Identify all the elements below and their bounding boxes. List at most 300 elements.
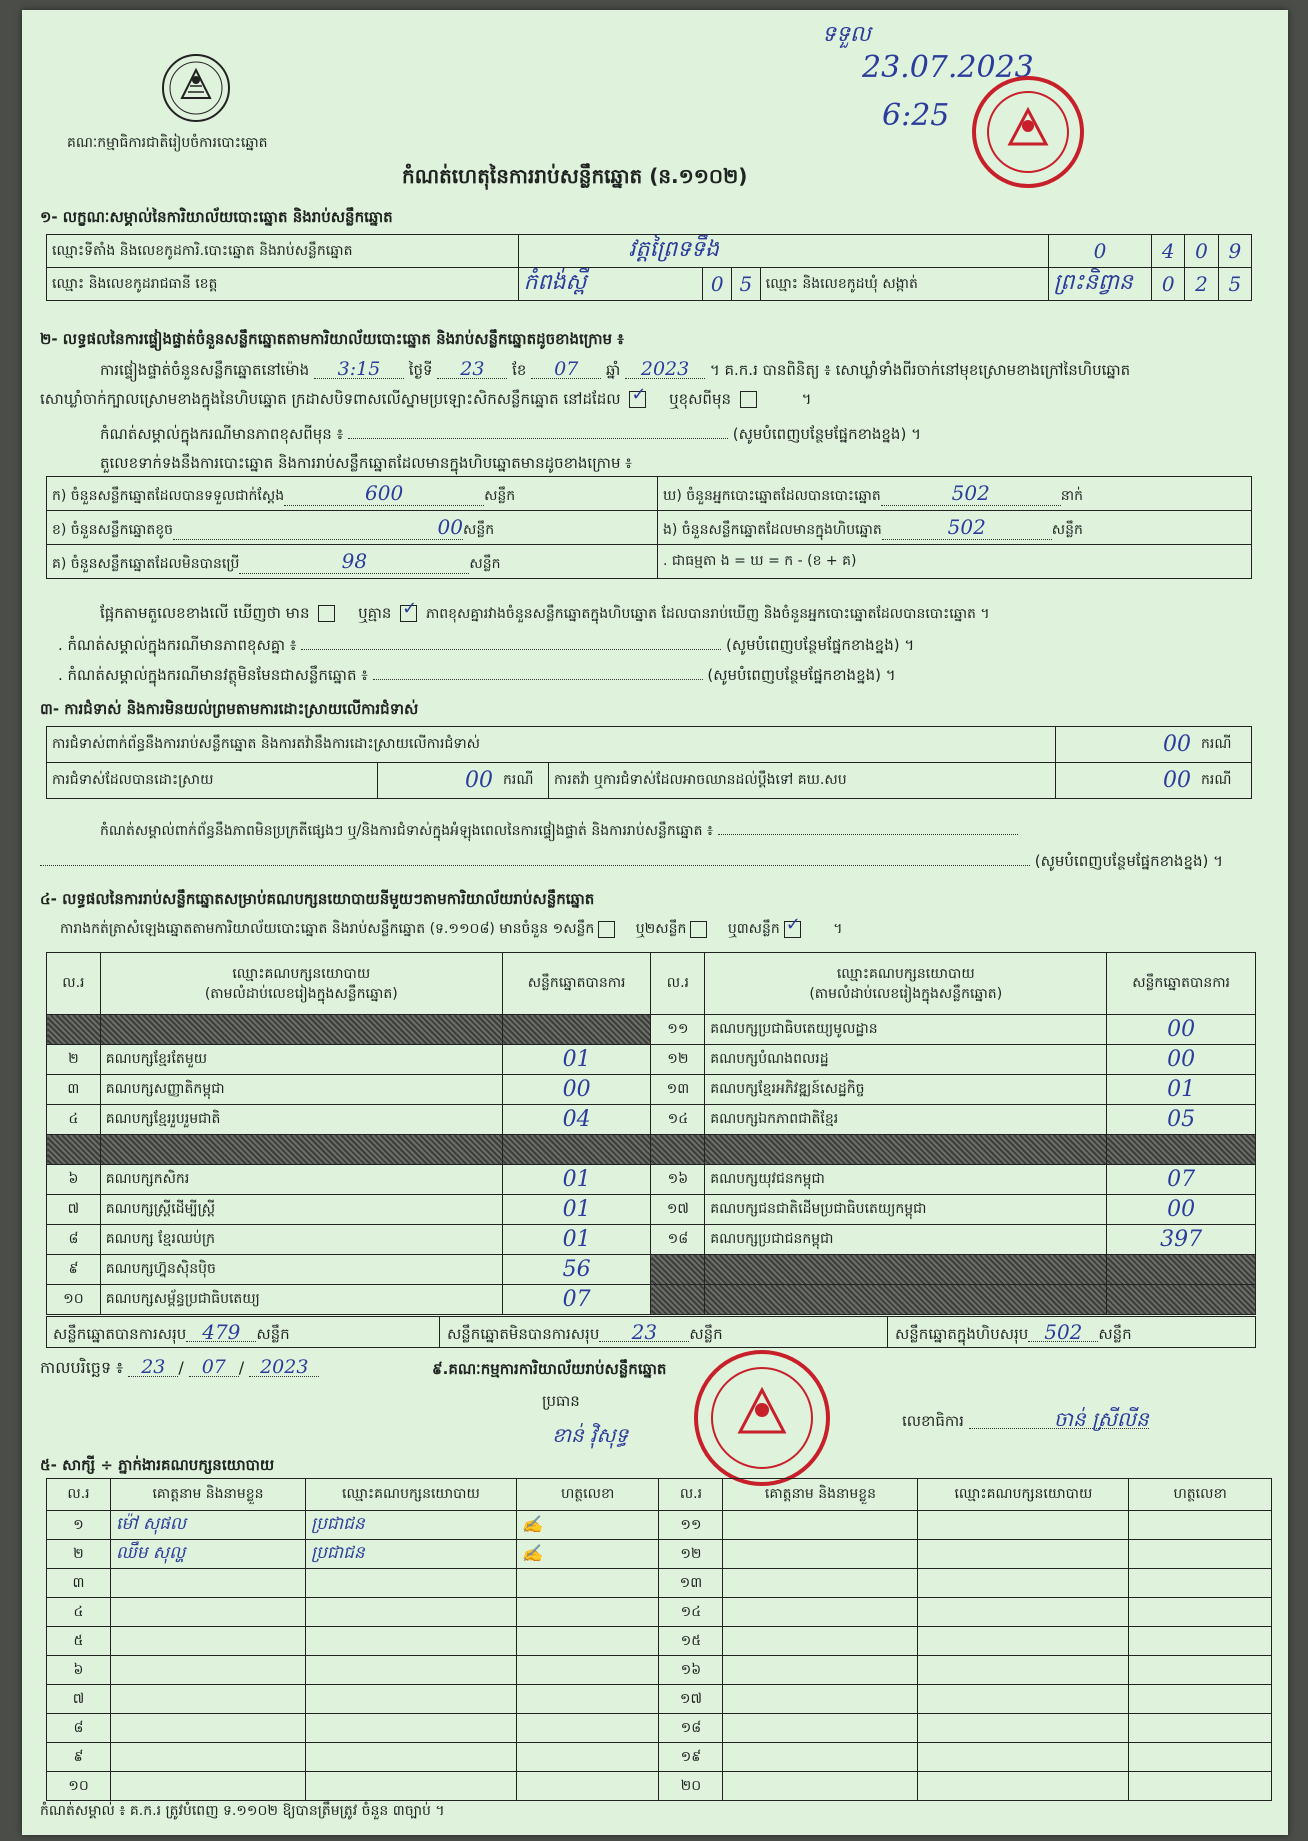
witness-no: ១៥ — [659, 1627, 723, 1656]
party-votes: 397 — [1107, 1225, 1256, 1255]
party-name: គណបក្សប្រជាជនកម្ពុជា — [705, 1225, 1107, 1255]
witness-party — [918, 1627, 1129, 1656]
witness-name: ឈឹម សុល្ហ — [110, 1540, 305, 1569]
witness-no: ៦ — [47, 1656, 111, 1685]
sheets-end: ។ — [833, 921, 843, 937]
party-name-shaded — [705, 1255, 1107, 1285]
box-ballots-value: 502 — [882, 515, 1052, 540]
irregularity-note — [100, 822, 1018, 840]
witness-party — [918, 1743, 1129, 1772]
party-name: គណបក្សខ្មែររួបរួមជាតិ — [100, 1105, 502, 1135]
witness-party — [918, 1656, 1129, 1685]
col-name-header: គោត្តនាម និងនាមខ្លួន — [110, 1479, 305, 1511]
party-votes: 07 — [502, 1285, 651, 1315]
witness-table — [46, 1478, 1272, 1801]
witness-no: ៥ — [47, 1627, 111, 1656]
invalid-total-label: សន្លឹកឆ្នោតមិនបានការសរុប — [447, 1325, 600, 1343]
party-no-shaded — [651, 1255, 705, 1285]
col-no-header: ល.រ — [651, 953, 705, 1015]
box-total-value: 502 — [1028, 1323, 1098, 1342]
appeal-value: 00 — [1163, 768, 1191, 793]
received-ballots-label: ក) ចំនួនសន្លឹកឆ្នោតដែលបានទទួលជាក់ស្តែង — [52, 487, 285, 504]
invalid-note-line — [58, 666, 896, 684]
witness-name — [723, 1656, 918, 1685]
witness-no: ១ — [47, 1511, 111, 1540]
party-no: ១៨ — [651, 1225, 705, 1255]
col-party-title: ឈ្មោះគណបក្សនយោបាយ — [232, 965, 371, 982]
verify-year-label: ឆ្នាំ — [605, 361, 621, 379]
witness-signature — [516, 1714, 659, 1743]
party-no: ៩ — [47, 1255, 101, 1285]
witness-name: ម៉ៅ សុផល — [110, 1511, 305, 1540]
changed-label: ឬខុសពីមុន — [669, 390, 731, 408]
party-no-shaded — [651, 1135, 705, 1165]
witness-no: ១២ — [659, 1540, 723, 1569]
location-code-digit: 4 — [1152, 235, 1185, 268]
witness-no: ១៧ — [659, 1685, 723, 1714]
table-row — [47, 1285, 1256, 1315]
section5-heading: ៥- សាក្សី ÷ ភ្នាក់ងារគណបក្សនយោបាយ — [40, 1456, 275, 1474]
unit-label: ករណី — [498, 763, 549, 799]
party-name: គណបក្សយុវជនកម្ពុជា — [705, 1165, 1107, 1195]
table-row — [47, 1540, 1272, 1569]
party-no: ១២ — [651, 1045, 705, 1075]
unit-label: សន្លឹក — [689, 1325, 723, 1343]
witness-name — [723, 1685, 918, 1714]
commune-label: ឈ្មោះ និងលេខកូដឃុំ សង្កាត់ — [760, 268, 1048, 301]
commune-name: ព្រះនិព្វាន — [1048, 268, 1151, 301]
table-row — [47, 1743, 1272, 1772]
verify-day-label: ថ្ងៃទី — [408, 361, 433, 379]
table-row — [47, 1015, 1256, 1045]
witness-signature — [516, 1569, 659, 1598]
voters-unit: នាក់ — [1060, 487, 1083, 504]
witness-name — [110, 1569, 305, 1598]
objections-value: 00 — [1163, 732, 1191, 757]
chair-label: ប្រធាន — [542, 1392, 580, 1410]
witness-signature — [1129, 1569, 1272, 1598]
org-name: គណៈកម្មាធិការជាតិរៀបចំការបោះឆ្នោត — [67, 135, 268, 151]
witness-name — [723, 1540, 918, 1569]
witness-party — [306, 1627, 517, 1656]
date-label: កាលបរិច្ឆេទ ៖ — [40, 1358, 124, 1377]
party-votes: 05 — [1107, 1105, 1256, 1135]
party-name: គណបក្សជនជាតិដើមប្រជាធិបតេយ្យកម្ពុជា — [705, 1195, 1107, 1225]
col-party-subtitle: (តាមលំដាប់លេខរៀងក្នុងសន្លឹកឆ្នោត) — [204, 985, 398, 1002]
party-no-shaded — [651, 1285, 705, 1315]
party-name: គណបក្សកសិករ — [100, 1165, 502, 1195]
compare-line — [100, 604, 990, 623]
appeal-label: ការតវ៉ា ឬការជំទាស់ដែលអាចឈានដល់ប្តឹងទៅ គឃ.សប — [549, 763, 1056, 799]
unit-label: សន្លឹក — [1051, 521, 1083, 538]
one-sheet-checkbox[interactable] — [598, 921, 615, 938]
witness-name — [110, 1627, 305, 1656]
party-no: ២ — [47, 1045, 101, 1075]
col-votes-header: សន្លឹកឆ្នោតបានការ — [502, 953, 651, 1015]
witness-party — [918, 1511, 1129, 1540]
unit-label: សន្លឹក — [469, 555, 501, 572]
box-total-label: សន្លឹកឆ្នោតក្នុងហិបសរុប — [895, 1325, 1029, 1343]
objections-table — [46, 726, 1252, 799]
col-party-header: ឈ្មោះគណបក្សនយោបាយ — [918, 1479, 1129, 1511]
witness-signature — [1129, 1743, 1272, 1772]
two-sheet-checkbox[interactable] — [690, 921, 707, 938]
invalid-note-fill: (សូមបំពេញបន្ថែមផ្នែកខាងខ្នង) ។ — [707, 666, 896, 684]
witness-name — [723, 1714, 918, 1743]
received-time: 6:25 — [882, 98, 950, 133]
witness-signature: ✍ — [516, 1511, 659, 1540]
witness-name — [723, 1569, 918, 1598]
table-row — [47, 1511, 1272, 1540]
witness-party — [918, 1714, 1129, 1743]
official-stamp-top — [970, 74, 1086, 190]
witness-party — [306, 1569, 517, 1598]
commune-code-digit: 5 — [1218, 268, 1251, 301]
party-name: គណបក្សសញ្ញាតិកម្ពុជា — [100, 1075, 502, 1105]
table-row — [47, 1195, 1256, 1225]
party-no: ១៤ — [651, 1105, 705, 1135]
table-row — [47, 1627, 1272, 1656]
col-votes-header: សន្លឹកឆ្នោតបានការ — [1107, 953, 1256, 1015]
party-no: ៧ — [47, 1195, 101, 1225]
box-ballots-label: ង) ចំនួនសន្លឹកឆ្នោតដែលមានក្នុងហិបឆ្នោត — [663, 521, 882, 538]
witness-signature — [1129, 1627, 1272, 1656]
witness-signature — [516, 1743, 659, 1772]
party-votes: 04 — [502, 1105, 651, 1135]
col-sign-header: ហត្ថលេខា — [1129, 1479, 1272, 1511]
vote-figures-table — [46, 476, 1252, 579]
unit-label: ករណី — [1196, 763, 1252, 799]
sheets-line — [60, 920, 842, 938]
section1-heading: ១- លក្ខណៈសម្គាល់នៃការិយាល័យបោះឆ្នោត និងរាប់សន្លឹកឆ្នោត — [40, 208, 393, 226]
invalid-note-label: . កំណត់សម្គាល់ក្នុងករណីមានវត្ថុមិនមែនជាសន្លឹកឆ្នោត ៖ — [58, 666, 368, 684]
date-day: 23 — [128, 1358, 178, 1377]
witness-party — [918, 1569, 1129, 1598]
unused-ballots-value: 98 — [239, 549, 469, 574]
table-row — [47, 1598, 1272, 1627]
witness-party — [918, 1772, 1129, 1801]
witness-name — [110, 1656, 305, 1685]
results-table — [46, 952, 1256, 1315]
party-votes: 01 — [502, 1195, 651, 1225]
chair-signature: ខាន់ វ៉ិសុទ្ធ — [552, 1423, 629, 1447]
party-name-shaded — [705, 1285, 1107, 1315]
witness-party — [306, 1656, 517, 1685]
party-no: ៦ — [47, 1165, 101, 1195]
witness-name — [723, 1598, 918, 1627]
witness-no: ១៩ — [659, 1743, 723, 1772]
witness-party — [918, 1685, 1129, 1714]
table-row — [47, 1225, 1256, 1255]
witness-no: ៣ — [47, 1569, 111, 1598]
unit-label: ករណី — [1196, 727, 1252, 763]
date-year: 2023 — [249, 1358, 319, 1377]
compare-desc: ភាពខុសគ្នារវាងចំនួនសន្លឹកឆ្នោតក្នុងហិបឆ្នោត ដែលបានរាប់ឃើញ និងចំនួនអ្នកបោះឆ្នោតដែលបានបោះឆ្នោត ។ — [425, 606, 990, 622]
witness-signature — [516, 1772, 659, 1801]
party-name-shaded — [100, 1135, 502, 1165]
witness-party — [918, 1540, 1129, 1569]
witness-signature — [516, 1598, 659, 1627]
col-party-header — [100, 953, 502, 1015]
province-code-digit: 5 — [732, 268, 761, 301]
valid-total-label: សន្លឹកឆ្នោតបានការសរុប — [53, 1325, 187, 1343]
voters-label: ឃ) ចំនួនអ្នកបោះឆ្នោតដែលបានបោះឆ្នោត — [663, 487, 881, 504]
form-title: កំណត់ហេតុនៃការរាប់សន្លឹកឆ្នោត (ន.១១០២) — [402, 164, 748, 188]
verify-time-label: ការផ្ទៀងផ្ទាត់ចំនួនសន្លឹកឆ្នោតនៅម៉ោង — [100, 361, 310, 379]
table-row — [47, 1105, 1256, 1135]
secretary-label: លេខាធិការ — [902, 1412, 964, 1430]
footer-note: កំណត់សម្គាល់ ៖ គ.ក.រ ត្រូវបំពេញ ទ.១១០២ ឱ្យបានត្រឹមត្រូវ ចំនួន ៣ច្បាប់ ។ — [40, 1803, 445, 1819]
resolved-label: ការជំទាស់ដែលបានដោះស្រាយ — [47, 763, 378, 799]
irregularity-note-fill: (សូមបំពេញបន្ថែមផ្នែកខាងខ្នង) ។ — [1034, 852, 1224, 870]
election-form-page — [22, 10, 1288, 1835]
diff-note-fill: (សូមបំពេញបន្ថែមផ្នែកខាងខ្នង) ។ — [726, 636, 915, 654]
witness-party: ប្រជាជន — [306, 1511, 517, 1540]
table-row — [47, 1075, 1256, 1105]
difference-note-fill: (សូមបំពេញបន្ថែមផ្នែកខាងខ្នង) ។ — [732, 425, 921, 443]
location-code-digit: 9 — [1218, 235, 1251, 268]
witness-party — [306, 1772, 517, 1801]
has-difference-checkbox[interactable] — [318, 605, 335, 622]
witness-signature — [1129, 1540, 1272, 1569]
witness-no: ២ — [47, 1540, 111, 1569]
witness-name — [110, 1685, 305, 1714]
party-name: គណបក្សស្ត្រីដើម្បីស្ត្រី — [100, 1195, 502, 1225]
stamp-icon — [692, 1348, 832, 1488]
party-no: ៤ — [47, 1105, 101, 1135]
verify-day: 23 — [437, 360, 507, 379]
diff-note-line — [58, 636, 914, 654]
location-code-digit: 0 — [1185, 235, 1218, 268]
witness-name — [723, 1772, 918, 1801]
witness-name — [110, 1714, 305, 1743]
irregularity-note-fill-line — [40, 852, 1223, 870]
unit-label: សន្លឹក — [256, 1325, 290, 1343]
table-row — [47, 1714, 1272, 1743]
witness-name — [723, 1511, 918, 1540]
party-name: គណបក្សឯកភាពជាតិខ្មែរ — [705, 1105, 1107, 1135]
party-votes: 56 — [502, 1255, 651, 1285]
witness-signature — [1129, 1772, 1272, 1801]
objections-label: ការជំទាស់ពាក់ព័ន្ធនឹងការរាប់សន្លឹកឆ្នោត និងការតវ៉ានឹងការដោះស្រាយលើការជំទាស់ — [47, 727, 1056, 763]
changed-checkbox[interactable] — [740, 391, 757, 408]
unit-label: សន្លឹក — [463, 521, 495, 538]
witness-no: ១១ — [659, 1511, 723, 1540]
verification-line — [100, 360, 1130, 379]
verify-month: 07 — [531, 360, 601, 379]
totals-row — [46, 1316, 1256, 1348]
location-code-digit: 0 — [1048, 235, 1151, 268]
official-stamp-middle — [692, 1348, 832, 1488]
party-votes-shaded — [1107, 1285, 1256, 1315]
table-row — [47, 1135, 1256, 1165]
section2-heading: ២- លទ្ធផលនៃការផ្ទៀងផ្ទាត់ចំនួនសន្លឹកឆ្នោតតាមការិយាល័យបោះឆ្នោត និងរាប់សន្លឹកឆ្នោតដូចខាងក្រោម ៖ — [40, 330, 624, 348]
table-row — [47, 1656, 1272, 1685]
party-no-shaded — [47, 1015, 101, 1045]
unused-ballots-label: គ) ចំនួនសន្លឹកឆ្នោតដែលមិនបានប្រើ — [52, 555, 240, 572]
party-name: គណបក្សប្រជាធិបតេយ្យមូលដ្ឋាន — [705, 1015, 1107, 1045]
province-name: កំពង់ស្ពឺ — [518, 268, 703, 301]
received-note: ទទួល — [822, 22, 871, 47]
resolved-value: 00 — [465, 768, 493, 793]
witness-party — [306, 1685, 517, 1714]
table-row — [47, 1685, 1272, 1714]
verify-year: 2023 — [625, 360, 705, 379]
sheets-two-label: ឬ២សន្លឹក — [635, 921, 687, 937]
three-sheet-checkbox[interactable] — [784, 921, 801, 938]
section1-table — [46, 234, 1252, 301]
party-no: ១១ — [651, 1015, 705, 1045]
witness-name — [110, 1772, 305, 1801]
unchanged-checkbox[interactable] — [629, 391, 646, 408]
party-votes-shaded — [1107, 1135, 1256, 1165]
party-name: គណបក្សខ្មែរអភិវឌ្ឍន៍សេដ្ឋកិច្ច — [705, 1075, 1107, 1105]
received-ballots-value: 600 — [284, 481, 484, 506]
table-row — [47, 1165, 1256, 1195]
party-votes: 00 — [1107, 1195, 1256, 1225]
valid-total-value: 479 — [186, 1323, 256, 1342]
date-line: កាលបរិច្ឆេទ ៖ 23 / 07 / 2023 — [40, 1358, 319, 1377]
party-name: គណបក្សបំណងពលរដ្ឋ — [705, 1045, 1107, 1075]
party-votes: 00 — [1107, 1015, 1256, 1045]
witness-signature — [1129, 1511, 1272, 1540]
table-row — [47, 1772, 1272, 1801]
col-party-title: ឈ្មោះគណបក្សនយោបាយ — [836, 965, 975, 982]
witness-signature — [1129, 1598, 1272, 1627]
committee-label: ៩.គណៈកម្មការការិយាល័យរាប់សន្លឹកឆ្នោត — [432, 1360, 667, 1378]
party-name-shaded — [705, 1135, 1107, 1165]
location-name: វត្តព្រៃទទឹង — [518, 235, 1048, 268]
commune-code-digit: 2 — [1185, 268, 1218, 301]
witness-party — [306, 1598, 517, 1627]
witness-no: ៤ — [47, 1598, 111, 1627]
unit-label: សន្លឹក — [1098, 1325, 1132, 1343]
witness-no: ១៤ — [659, 1598, 723, 1627]
seal-check-text: សោឃ្លាំចាក់ក្បាលស្រោមខាងក្នុងនៃហិបឆ្នោត ក្រដាសបិទពាសលើស្នាមប្រឡោះសិកសន្លឹកឆ្នោត នៅដដែល — [40, 390, 621, 408]
secretary-line — [902, 1407, 1149, 1431]
date-month: 07 — [189, 1358, 239, 1377]
formula: . ជាធម្មតា ង = ឃ = ក - (ខ + គ) — [658, 545, 1252, 579]
col-sign-header: ហត្ថលេខា — [516, 1479, 659, 1511]
col-no-header: ល.រ — [659, 1479, 723, 1511]
section3-heading: ៣- ការជំទាស់ និងការមិនយល់ព្រមតាមការដោះស្រាយលើការជំទាស់ — [40, 700, 419, 718]
received-date: 23.07.2023 — [862, 50, 1034, 85]
province-label: ឈ្មោះ និងលេខកូដរាជធានី ខេត្ត — [47, 268, 519, 301]
province-code-digit: 0 — [703, 268, 732, 301]
party-no: ៣ — [47, 1075, 101, 1105]
party-votes-shaded — [502, 1015, 651, 1045]
col-party-header — [705, 953, 1107, 1015]
witness-signature — [516, 1656, 659, 1685]
witness-no: ២០ — [659, 1772, 723, 1801]
party-no: ១០ — [47, 1285, 101, 1315]
spoiled-ballots-label: ខ) ចំនួនសន្លឹកឆ្នោតខូច — [52, 521, 173, 538]
irregularity-note-label: កំណត់សម្គាល់ពាក់ព័ន្ធនឹងភាពមិនប្រក្រតីផ្សេងៗ ឬ/និងការជំទាស់ក្នុងអំឡុងពេលនៃការផ្ទៀងផ្ទាត់ និងការរាប់សន្លឹកឆ្នោត ៖ — [100, 823, 714, 839]
party-name: គណបក្សសម្ព័ន្ធប្រជាធិបតេយ្យ — [100, 1285, 502, 1315]
party-no: ៨ — [47, 1225, 101, 1255]
witness-signature: ✍ — [516, 1540, 659, 1569]
party-name: គណបក្សហ្វ៊ុនស៊ិនប៉ិច — [100, 1255, 502, 1285]
secretary-signature: ចាន់ ស្រីលីន — [969, 1410, 1149, 1429]
witness-name — [723, 1743, 918, 1772]
witness-no: ១០ — [47, 1772, 111, 1801]
party-no: ១៧ — [651, 1195, 705, 1225]
party-no: ១៣ — [651, 1075, 705, 1105]
location-label: ឈ្មោះទីតាំង និងលេខកូដការិ.បោះឆ្នោត និងរាប់សន្លឹកឆ្នោត — [47, 235, 519, 268]
party-name: គណបក្សខ្មែរតែមួយ — [100, 1045, 502, 1075]
unit-label: សន្លឹក — [484, 487, 516, 504]
figures-intro: តួលេខទាក់ទងនឹងការបោះឆ្នោត និងការរាប់សន្លឹកឆ្នោតដែលមានក្នុងហិបឆ្នោតមានដូចខាងក្រោម ៖ — [100, 454, 632, 472]
party-votes: 01 — [1107, 1075, 1256, 1105]
table-row — [47, 1045, 1256, 1075]
witness-no: ៩ — [47, 1743, 111, 1772]
verify-line-end: ។ គ.ក.រ បានពិនិត្យ ៖ សោឃ្លាំទាំងពីរចាក់នៅមុខស្រោមខាងក្រៅនៃហិបឆ្នោត — [709, 361, 1131, 379]
witness-no: ៧ — [47, 1685, 111, 1714]
witness-no: ១៣ — [659, 1569, 723, 1598]
commune-code-digit: 0 — [1152, 268, 1185, 301]
witness-name — [723, 1627, 918, 1656]
witness-signature — [1129, 1656, 1272, 1685]
seal-check-line: សោឃ្លាំចាក់ក្បាលស្រោមខាងក្នុងនៃហិបឆ្នោត ក្រដាសបិទពាសលើស្នាមប្រឡោះសិកសន្លឹកឆ្នោត នៅដដែល ✓ ឬខុសពីមុន ។ — [40, 390, 811, 408]
party-votes: 00 — [1107, 1045, 1256, 1075]
sheets-three-label: ឬ៣សន្លឹក — [727, 921, 780, 937]
witness-signature — [1129, 1714, 1272, 1743]
witness-signature — [516, 1627, 659, 1656]
witness-party — [918, 1598, 1129, 1627]
party-name-shaded — [100, 1015, 502, 1045]
verify-time: 3:15 — [314, 360, 404, 379]
witness-name — [110, 1743, 305, 1772]
col-party-subtitle: (តាមលំដាប់លេខរៀងក្នុងសន្លឹកឆ្នោត) — [809, 985, 1003, 1002]
party-votes: 07 — [1107, 1165, 1256, 1195]
voters-value: 502 — [881, 481, 1061, 506]
party-votes: 01 — [502, 1225, 651, 1255]
table-row — [47, 1569, 1272, 1598]
party-name: គណបក្ស ខ្មែរឈប់ក្រ — [100, 1225, 502, 1255]
witness-party: ប្រជាជន — [306, 1540, 517, 1569]
witness-party — [306, 1714, 517, 1743]
section4-heading: ៤- លទ្ធផលនៃការរាប់សន្លឹកឆ្នោតសម្រាប់គណបក្សនយោបាយនីមួយៗតាមការិយាល័យរាប់សន្លឹកឆ្នោត — [40, 890, 595, 908]
col-party-header: ឈ្មោះគណបក្សនយោបាយ — [306, 1479, 517, 1511]
col-name-header: គោត្តនាម និងនាមខ្លួន — [723, 1479, 918, 1511]
party-no-shaded — [47, 1135, 101, 1165]
sheets-one-label: ការាងកត់ត្រាសំឡេងឆ្នោតតាមការិយាល័យបោះឆ្នោត និងរាប់សន្លឹកឆ្នោត (ទ.១១០៨) មានចំនួន ១សន្លឹក — [60, 921, 595, 937]
col-no-header: ល.រ — [47, 1479, 111, 1511]
witness-name — [110, 1598, 305, 1627]
stamp-icon — [970, 74, 1086, 190]
party-votes: 00 — [502, 1075, 651, 1105]
diff-note-label: . កំណត់សម្គាល់ក្នុងករណីមានភាពខុសគ្នា ៖ — [58, 636, 297, 654]
witness-no: ១៨ — [659, 1714, 723, 1743]
party-no: ១៦ — [651, 1165, 705, 1195]
witness-no: ៨ — [47, 1714, 111, 1743]
witness-no: ១៦ — [659, 1656, 723, 1685]
col-no-header: ល.រ — [47, 953, 101, 1015]
table-row — [47, 1255, 1256, 1285]
difference-note-label: កំណត់សម្គាល់ក្នុងករណីមានភាពខុសពីមុន ៖ — [100, 425, 344, 443]
nec-emblem-icon — [160, 52, 232, 124]
compare-has-label: ផ្អែកតាមតួលេខខាងលើ ឃើញថា មាន — [100, 604, 310, 622]
witness-signature — [516, 1685, 659, 1714]
compare-none-label: ឬគ្មាន — [358, 604, 392, 622]
witness-signature — [1129, 1685, 1272, 1714]
difference-note-line — [100, 425, 921, 443]
party-votes-shaded — [502, 1135, 651, 1165]
no-difference-checkbox[interactable] — [400, 605, 417, 622]
witness-party — [306, 1743, 517, 1772]
party-votes-shaded — [1107, 1255, 1256, 1285]
spoiled-ballots-value: 00 — [173, 515, 463, 540]
